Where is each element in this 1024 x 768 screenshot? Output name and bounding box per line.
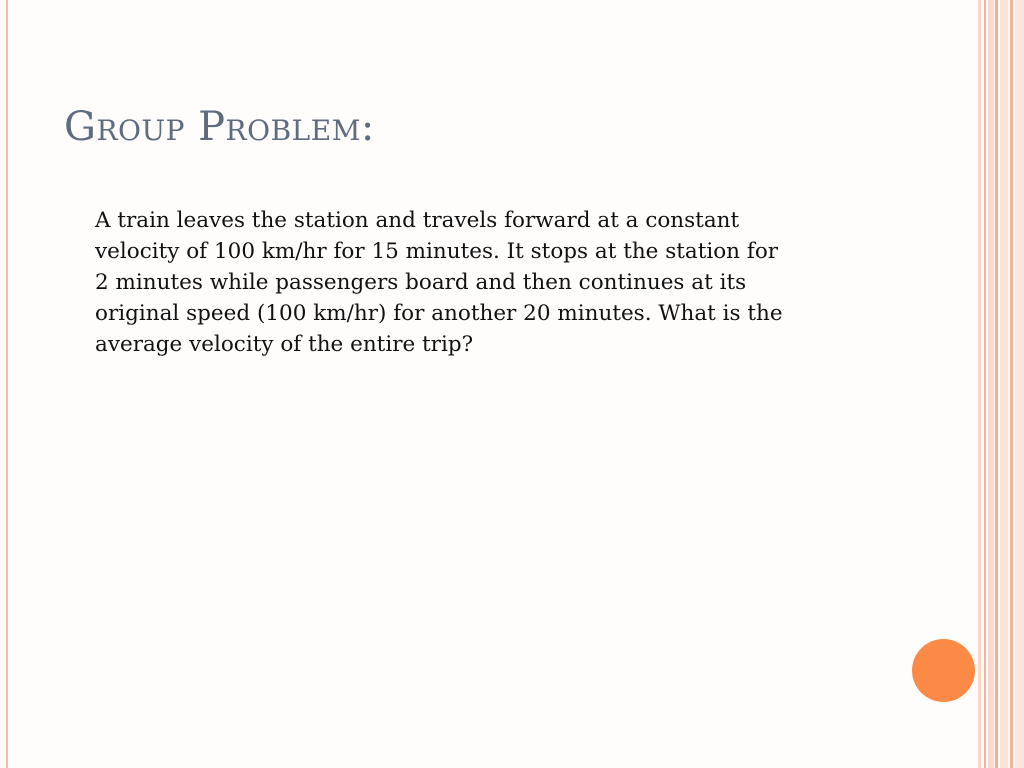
right-decorative-stripe <box>1010 0 1013 768</box>
right-decorative-stripe <box>1000 0 1008 768</box>
right-decorative-stripe <box>988 0 994 768</box>
slide-title: Group Problem: <box>64 104 375 150</box>
decorative-orange-circle <box>912 639 975 702</box>
right-decorative-stripe <box>978 0 981 768</box>
problem-text: A train leaves the station and travels forward at a constant velocity of 100 km/hr for 15 minutes. It stops at the station for 2 minutes while passengers board and then continues at its original speed (100 km/hr) for another 20 minutes. What is the average velocity of the entire trip? <box>95 208 783 357</box>
left-border-line <box>6 0 8 768</box>
right-decorative-stripe <box>1015 0 1024 768</box>
right-decorative-stripe <box>984 0 986 768</box>
right-decorative-stripe <box>995 0 998 768</box>
